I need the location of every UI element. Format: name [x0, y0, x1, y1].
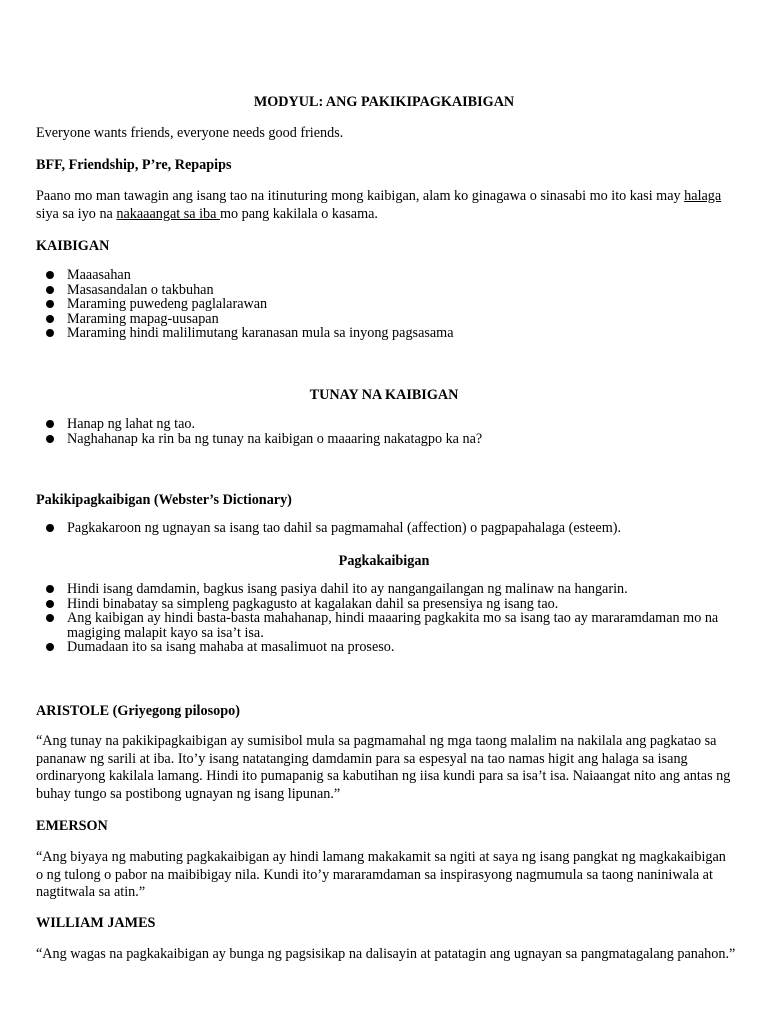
list-item-text: Pagkakaroon ng ugnayan sa isang tao dahil sa pagmamahal (affection) o pagpapahalaga (esteem). [67, 520, 622, 536]
emerson-heading: EMERSON [36, 818, 108, 834]
page-title: MODYUL: ANG PAKIKIPAGKAIBIGAN [253, 94, 515, 110]
list-item [36, 640, 736, 655]
underlined-text: nakaaangat sa iba [116, 205, 220, 222]
list-item-text: Maraming hindi malilimutang karanasan mula sa inyong pagsasama [67, 325, 454, 341]
list-item-text: Hindi binabatay sa simpleng pagkagusto at kagalakan dahil sa presensiya ng isang tao. [67, 595, 559, 612]
bullet-icon [46, 271, 54, 279]
list-item-text: Hindi isang damdamin, bagkus isang pasiya dahil ito ay nangangailangan ng malinaw na hangarin. [67, 581, 628, 597]
aristotle-heading: ARISTOLE (Griyegong pilosopo) [36, 703, 240, 719]
list-item-text: Maraming puwedeng paglalarawan [67, 296, 268, 312]
terms-heading: BFF, Friendship, P’re, Repapips [36, 157, 232, 173]
paragraph-halaga [36, 188, 736, 223]
underlined-text: halaga [684, 188, 722, 204]
list-item [36, 326, 736, 341]
list-item [36, 521, 736, 536]
list-item [36, 432, 736, 447]
pagkakaibigan-list [36, 582, 736, 655]
kaibigan-list [36, 268, 736, 341]
list-item-text: Masasandalan o takbuhan [67, 281, 214, 298]
webster-list [36, 521, 736, 536]
kaibigan-heading: KAIBIGAN [36, 238, 110, 254]
bullet-icon [46, 643, 54, 651]
william-james-heading: WILLIAM JAMES [36, 915, 156, 931]
list-item-text: Dumadaan ito sa isang mahaba at masalimuot na proseso. [67, 639, 395, 655]
list-item-text: Maraming mapag-uusapan [67, 310, 219, 327]
tunay-list [36, 417, 736, 446]
bullet-icon [46, 524, 54, 532]
william-james-quote: “Ang wagas na pagkakaibigan ay bunga ng pagsisikap na dalisayin at patatagin ang ugnayan sa pangmatagalang panahon.” [36, 946, 736, 962]
bullet-icon [46, 435, 54, 443]
paragraph-text: Paano mo man tawagin ang isang tao na itinuturing mong kaibigan, alam ko ginagawa o sinasabi mo ito kasi may [36, 188, 685, 204]
intro-text: Everyone wants friends, everyone needs good friends. [36, 125, 344, 141]
list-item-text: Hanap ng lahat ng tao. [67, 416, 196, 432]
paragraph-text: siya sa iyo na [36, 205, 117, 222]
bullet-icon [46, 420, 54, 428]
tunay-heading: TUNAY NA KAIBIGAN [309, 387, 459, 403]
bullet-icon [46, 315, 54, 323]
emerson-quote: “Ang biyaya ng mabuting pagkakaibigan ay hindi lamang makakamit sa ngiti at saya ng isang pangkat ng magkakaibigan o ng tulong o pabor na maibibigay nila. Kundi ito’y mararamdaman sa inspirasyong nagmumula sa taong naniniwala at nagtitwala sa atin.” [36, 849, 726, 900]
bullet-icon [46, 286, 54, 294]
bullet-icon [46, 600, 54, 608]
list-item [36, 417, 736, 432]
list-item-text: Naghahanap ka rin ba ng tunay na kaibigan o maaaring nakatagpo ka na? [67, 430, 483, 447]
list-item [36, 582, 736, 597]
pagkakaibigan-heading: Pagkakaibigan [338, 553, 430, 569]
bullet-icon [46, 585, 54, 593]
webster-heading: Pakikipagkaibigan (Webster’s Dictionary) [36, 492, 292, 508]
list-item-text: Ang kaibigan ay hindi basta-basta mahahanap, hindi maaaring pagkakita mo sa isang tao ay mararamdaman mo na magiging malapit kayo sa isa’t isa. [67, 610, 719, 641]
list-item [36, 268, 736, 283]
bullet-icon [46, 614, 54, 622]
aristotle-quote: “Ang tunay na pakikipagkaibigan ay sumisibol mula sa pagmamahal ng mga taong malalim na nakilala ang pagkatao sa pananaw ng sarili at iba. Ito’y isang natatanging damdamin para sa espesyal na tao namas higit ang halaga sa isang ordinaryong kakilala lamang. Hindi ito pumapanig sa kabutihan ng iisa kundi para sa isa’t isa. Naiaangat nito ang antas ng buhay tungo sa postibong ugnayan ng isang lipunan.” [36, 733, 731, 802]
paragraph-text: mo pang kakilala o kasama. [219, 205, 378, 222]
list-item [36, 297, 736, 312]
bullet-icon [46, 329, 54, 337]
list-item [36, 312, 736, 327]
list-item-text: Maaasahan [67, 267, 131, 283]
list-item [36, 611, 736, 640]
bullet-icon [46, 300, 54, 308]
list-item [36, 283, 736, 298]
list-item [36, 597, 736, 612]
